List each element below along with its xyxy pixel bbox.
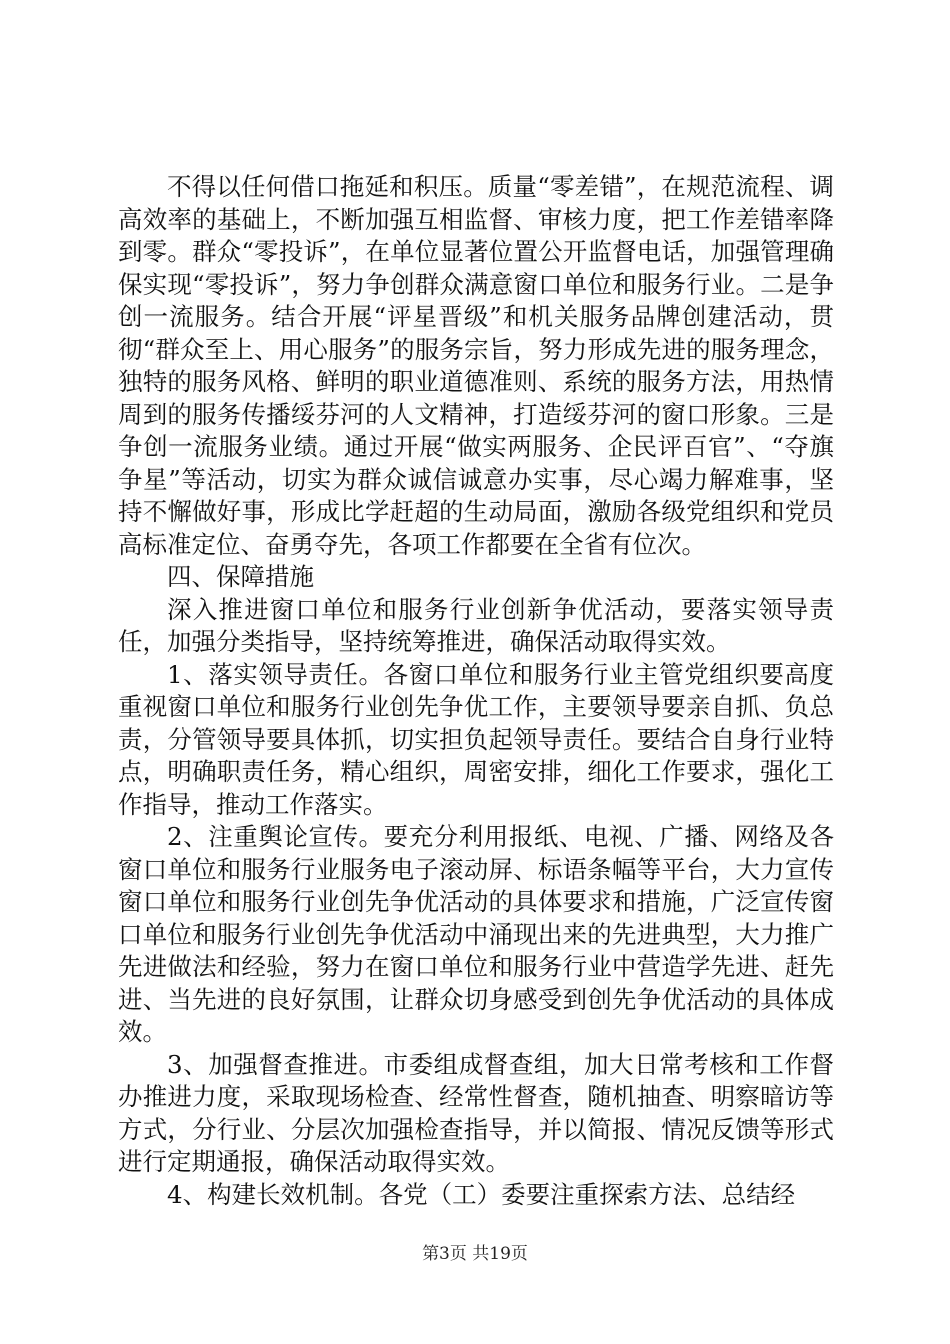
paragraph-service-continuation: 不得以任何借口拖延和积压。质量“零差错”，在规范流程、调高效率的基础上，不断加强互相监督、审核力度，把工作差错率降到零。群众“零投诉”，在单位显著位置公开监督电话，加强管理确保实现“零投诉”，努力争创群众满意窗口单位和服务行业。二是争创一流服务。结合开展“评星晋级”和机关服务品牌创建活动，贯彻“群众至上、用心服务”的服务宗旨，努力形成先进的服务理念，独特的服务风格、鲜明的职业道德准则、系统的服务方法，用热情周到的服务传播绥芬河的人文精神，打造绥芬河的窗口形象。三是争创一流服务业绩。通过开展“做实两服务、企民评百官”、“夺旗争星”等活动，切实为群众诚信诚意办实事，尽心竭力解难事，坚持不懈做好事，形成比学赶超的生动局面，激励各级党组织和党员高标准定位、奋勇夺先，各项工作都要在全省有位次。 (118, 172, 834, 559)
document-body (118, 171, 834, 1211)
paragraph-long-term-mechanism: 4、构建长效机制。各党（工）委要注重探索方法、总结经 (167, 1179, 796, 1209)
page-number-footer: 第3页 共19页 (422, 1244, 528, 1264)
paragraph-supervision: 3、加强督查推进。市委组成督查组，加大日常考核和工作督办推进力度，采取现场检查、经常性督查，随机抽查、明察暗访等方式，分行业、分层次加强检查指导，并以简报、情况反馈等形式进行定期通报，确保活动取得实效。 (118, 1049, 834, 1176)
section-heading-safeguards: 四、保障措施 (167, 562, 314, 591)
paragraph-safeguards-intro: 深入推进窗口单位和服务行业创新争优活动，要落实领导责任，加强分类指导，坚持统筹推进，确保活动取得实效。 (118, 594, 834, 656)
paragraph-publicity: 2、注重舆论宣传。要充分利用报纸、电视、广播、网络及各窗口单位和服务行业服务电子滚动屏、标语条幅等平台，大力宣传窗口单位和服务行业创先争优活动的具体要求和措施，广泛宣传窗口单位和服务行业创先争优活动中涌现出来的先进典型，大力推广先进做法和经验，努力在窗口单位和服务行业中营造学先进、赶先进、当先进的良好氛围，让群众切身感受到创先争优活动的具体成效。 (118, 822, 834, 1046)
paragraph-leadership-responsibility: 1、落实领导责任。各窗口单位和服务行业主管党组织要高度重视窗口单位和服务行业创先争优工作，主要领导要亲自抓、负总责，分管领导要具体抓，切实担负起领导责任。要结合自身行业特点，明确职责任务，精心组织，周密安排，细化工作要求，强化工作指导，推动工作落实。 (118, 659, 834, 819)
